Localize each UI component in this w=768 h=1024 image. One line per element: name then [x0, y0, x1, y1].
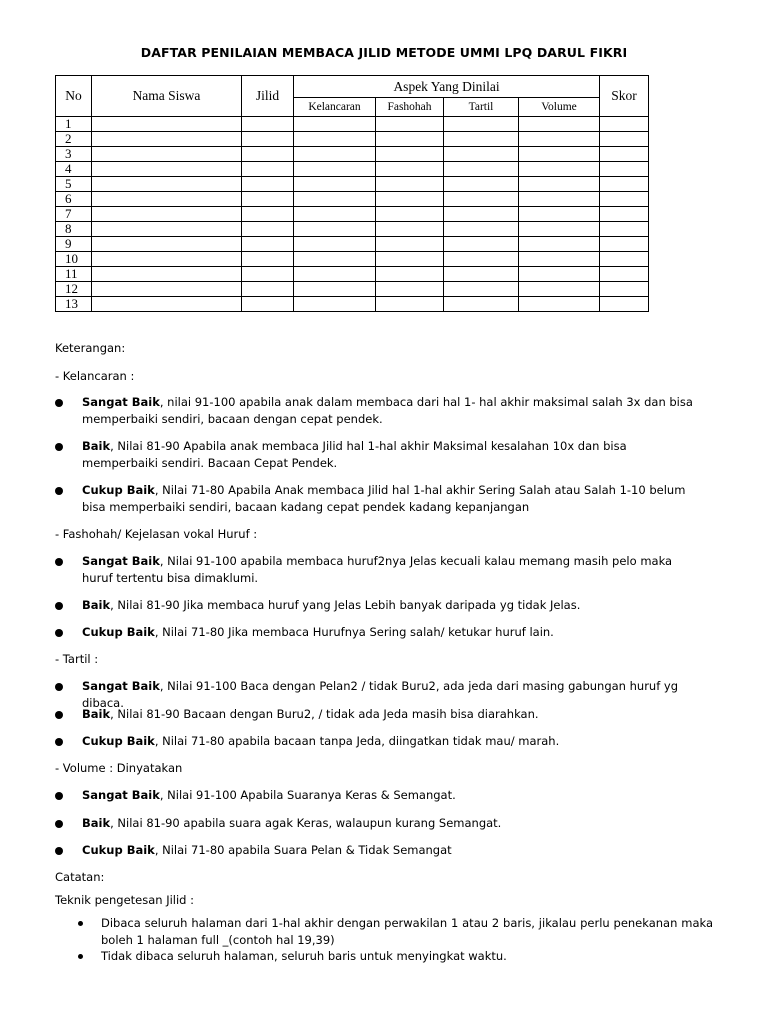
table-row: [56, 252, 649, 267]
empty-cell: [376, 267, 444, 282]
empty-cell: [600, 252, 649, 267]
empty-cell: [519, 207, 600, 222]
empty-cell: [376, 147, 444, 162]
empty-cell: [242, 267, 294, 282]
empty-cell: [600, 132, 649, 147]
empty-cell: [600, 117, 649, 132]
empty-cell: [600, 207, 649, 222]
row-number: 3: [56, 147, 92, 162]
empty-cell: [242, 207, 294, 222]
empty-cell: [444, 282, 519, 297]
col-header-aspek: Aspek Yang Dinilai: [294, 76, 600, 98]
row-number: 1: [56, 117, 92, 132]
row-number: 6: [56, 192, 92, 207]
empty-cell: [600, 162, 649, 177]
empty-cell: [376, 177, 444, 192]
empty-cell: [242, 177, 294, 192]
empty-cell: [242, 252, 294, 267]
empty-cell: [294, 177, 376, 192]
row-number: 13: [56, 297, 92, 312]
document-page: DAFTAR PENILAIAN MEMBACA JILID METODE UMMI LPQ DARUL FIKRI No Nama Siswa Jilid Aspek Yang Dinilai Skor Kelancaran Fashohah Tartil Volume 1 2 3 4 5 6 7 8 9 10 11 12 13 Keterangan: - Kelancaran : Sangat Baik, nilai 91-100 apabila anak dalam membaca dari hal 1- hal akhir maksimal salah 3x dan bisa memperbaiki sendiri, bacaan dengan cepat pendek. Baik, Nilai 81-90 Apabila anak membaca Jilid hal 1-hal akhir Maksimal kesalahan 10x dan bisa memperbaiki sendiri. Bacaan Cepat Pendek. Cukup Baik, Nilai 71-80 Apabila Anak membaca Jilid hal 1-hal akhir Sering Salah atau Salah 1-10 belum bisa memperbaiki sendiri, bacaan kadang cepat pendek kadang kepanjangan - Fashohah/ Kejelasan vokal Huruf : Sangat Baik, Nilai 91-100 apabila membaca huruf2nya Jelas kecuali kalau memang masih pelo maka huruf tertentu bisa dimaklumi. Baik, Nilai 81-90 Jika membaca huruf yang Jelas Lebih banyak daripada yg tidak Jelas. Cukup Baik, Nilai 71-80 Jika membaca Hurufnya Sering salah/ ketukar huruf lain. - Tartil : Sangat Baik, Nilai 91-100 Baca dengan Pelan2 / tidak Buru2, ada jeda dari masing gabungan huruf yg dibaca. Baik, Nilai 81-90 Bacaan dengan Buru2, / tidak ada Jeda masih bisa diarahkan. Cukup Baik, Nilai 71-80 apabila bacaan tanpa Jeda, diingatkan tidak mau/ marah. - Volume : Dinyatakan Sangat Baik, Nilai 91-100 Apabila Suaranya Keras & Semangat. Baik, Nilai 81-90 apabila suara agak Keras, walaupun kurang Semangat. Cukup Baik, Nilai 71-80 apabila Suara Pelan & Tidak Semangat Catatan: Teknik pengetesan Jilid : Dibaca seluruh halaman dari 1-hal akhir dengan perwakilan 1 atau 2 baris, jikalau perlu penekanan maka boleh 1 halaman full _(contoh hal 19,39) Tidak dibaca seluruh halaman, seluruh baris untuk menyingkat waktu.: [0, 0, 768, 1024]
empty-cell: [242, 117, 294, 132]
row-number: 10: [56, 252, 92, 267]
empty-cell: [92, 222, 242, 237]
catatan-label: Catatan:: [55, 870, 105, 884]
empty-cell: [294, 162, 376, 177]
empty-cell: [294, 222, 376, 237]
empty-cell: [444, 267, 519, 282]
empty-cell: [600, 147, 649, 162]
empty-cell: [519, 237, 600, 252]
bullet-icon: [55, 399, 63, 407]
empty-cell: [294, 117, 376, 132]
row-number: 9: [56, 237, 92, 252]
empty-cell: [376, 207, 444, 222]
bullet-icon: [55, 443, 63, 451]
fashohah-heading: - Fashohah/ Kejelasan vokal Huruf :: [55, 527, 258, 541]
col-header-nama: Nama Siswa: [92, 76, 242, 117]
sub-header-fashohah: Fashohah: [376, 98, 444, 117]
bullet-icon: [78, 954, 83, 959]
empty-cell: [294, 237, 376, 252]
empty-cell: [242, 132, 294, 147]
empty-cell: [444, 207, 519, 222]
empty-cell: [92, 267, 242, 282]
keterangan-label: Keterangan:: [55, 341, 126, 355]
sub-header-tartil: Tartil: [444, 98, 519, 117]
bullet-icon: [55, 629, 63, 637]
empty-cell: [444, 147, 519, 162]
empty-cell: [444, 162, 519, 177]
empty-cell: [242, 282, 294, 297]
bullet-icon: [55, 558, 63, 566]
empty-cell: [92, 297, 242, 312]
empty-cell: [600, 267, 649, 282]
empty-cell: [376, 252, 444, 267]
row-number: 4: [56, 162, 92, 177]
tartil-heading: - Tartil :: [55, 652, 99, 666]
table-row: [56, 147, 649, 162]
col-header-jilid: Jilid: [242, 76, 294, 117]
col-header-no: No: [56, 76, 92, 117]
bullet-icon: [55, 847, 63, 855]
empty-cell: [444, 132, 519, 147]
empty-cell: [294, 132, 376, 147]
volume-heading: - Volume : Dinyatakan: [55, 761, 183, 775]
empty-cell: [519, 222, 600, 237]
row-number: 12: [56, 282, 92, 297]
table-row: [56, 132, 649, 147]
empty-cell: [92, 237, 242, 252]
empty-cell: [242, 192, 294, 207]
empty-cell: [376, 117, 444, 132]
empty-cell: [600, 177, 649, 192]
row-number: 5: [56, 177, 92, 192]
empty-cell: [242, 297, 294, 312]
empty-cell: [519, 132, 600, 147]
table-row: [56, 222, 649, 237]
empty-cell: [519, 252, 600, 267]
empty-cell: [519, 297, 600, 312]
empty-cell: [294, 282, 376, 297]
empty-cell: [444, 192, 519, 207]
empty-cell: [294, 192, 376, 207]
empty-cell: [600, 282, 649, 297]
empty-cell: [92, 177, 242, 192]
row-number: 11: [56, 267, 92, 282]
empty-cell: [519, 117, 600, 132]
empty-cell: [519, 267, 600, 282]
empty-cell: [600, 192, 649, 207]
bullet-icon: [55, 792, 63, 800]
empty-cell: [242, 222, 294, 237]
table-row: [56, 192, 649, 207]
table-row: [56, 267, 649, 282]
empty-cell: [242, 147, 294, 162]
empty-cell: [92, 282, 242, 297]
empty-cell: [444, 177, 519, 192]
empty-cell: [444, 222, 519, 237]
empty-cell: [376, 282, 444, 297]
empty-cell: [376, 162, 444, 177]
empty-cell: [600, 237, 649, 252]
empty-cell: [294, 297, 376, 312]
empty-cell: [600, 297, 649, 312]
empty-cell: [376, 192, 444, 207]
empty-cell: [242, 237, 294, 252]
bullet-icon: [78, 921, 83, 926]
empty-cell: [444, 252, 519, 267]
empty-cell: [600, 222, 649, 237]
empty-cell: [444, 297, 519, 312]
assessment-table: [55, 75, 649, 312]
page-title: DAFTAR PENILAIAN MEMBACA JILID METODE UMMI LPQ DARUL FIKRI: [140, 45, 628, 60]
bullet-icon: [55, 738, 63, 746]
teknik-heading: Teknik pengetesan Jilid :: [55, 893, 195, 907]
empty-cell: [242, 162, 294, 177]
empty-cell: [444, 237, 519, 252]
bullet-icon: [55, 820, 63, 828]
empty-cell: [519, 162, 600, 177]
table-row: [56, 162, 649, 177]
empty-cell: [92, 192, 242, 207]
bullet-icon: [55, 487, 63, 495]
table-row: [56, 297, 649, 312]
bullet-icon: [55, 602, 63, 610]
table-body: [56, 117, 649, 312]
empty-cell: [92, 117, 242, 132]
bullet-icon: [55, 683, 63, 691]
table-row: [56, 177, 649, 192]
row-number: 8: [56, 222, 92, 237]
empty-cell: [92, 132, 242, 147]
col-header-skor: Skor: [600, 76, 649, 117]
empty-cell: [519, 192, 600, 207]
empty-cell: [294, 252, 376, 267]
empty-cell: [376, 297, 444, 312]
row-number: 7: [56, 207, 92, 222]
empty-cell: [376, 132, 444, 147]
empty-cell: [444, 117, 519, 132]
table-row: [56, 117, 649, 132]
sub-header-kelancaran: Kelancaran: [294, 98, 376, 117]
bullet-icon: [55, 711, 63, 719]
empty-cell: [92, 207, 242, 222]
empty-cell: [519, 282, 600, 297]
empty-cell: [376, 237, 444, 252]
empty-cell: [92, 147, 242, 162]
empty-cell: [92, 252, 242, 267]
kelancaran-heading: - Kelancaran :: [55, 369, 135, 383]
table-row: [56, 282, 649, 297]
empty-cell: [294, 207, 376, 222]
empty-cell: [376, 222, 444, 237]
empty-cell: [294, 267, 376, 282]
empty-cell: [92, 162, 242, 177]
row-number: 2: [56, 132, 92, 147]
sub-header-volume: Volume: [519, 98, 600, 117]
table-row: [56, 237, 649, 252]
table-row: [56, 207, 649, 222]
empty-cell: [294, 147, 376, 162]
empty-cell: [519, 147, 600, 162]
empty-cell: [519, 177, 600, 192]
